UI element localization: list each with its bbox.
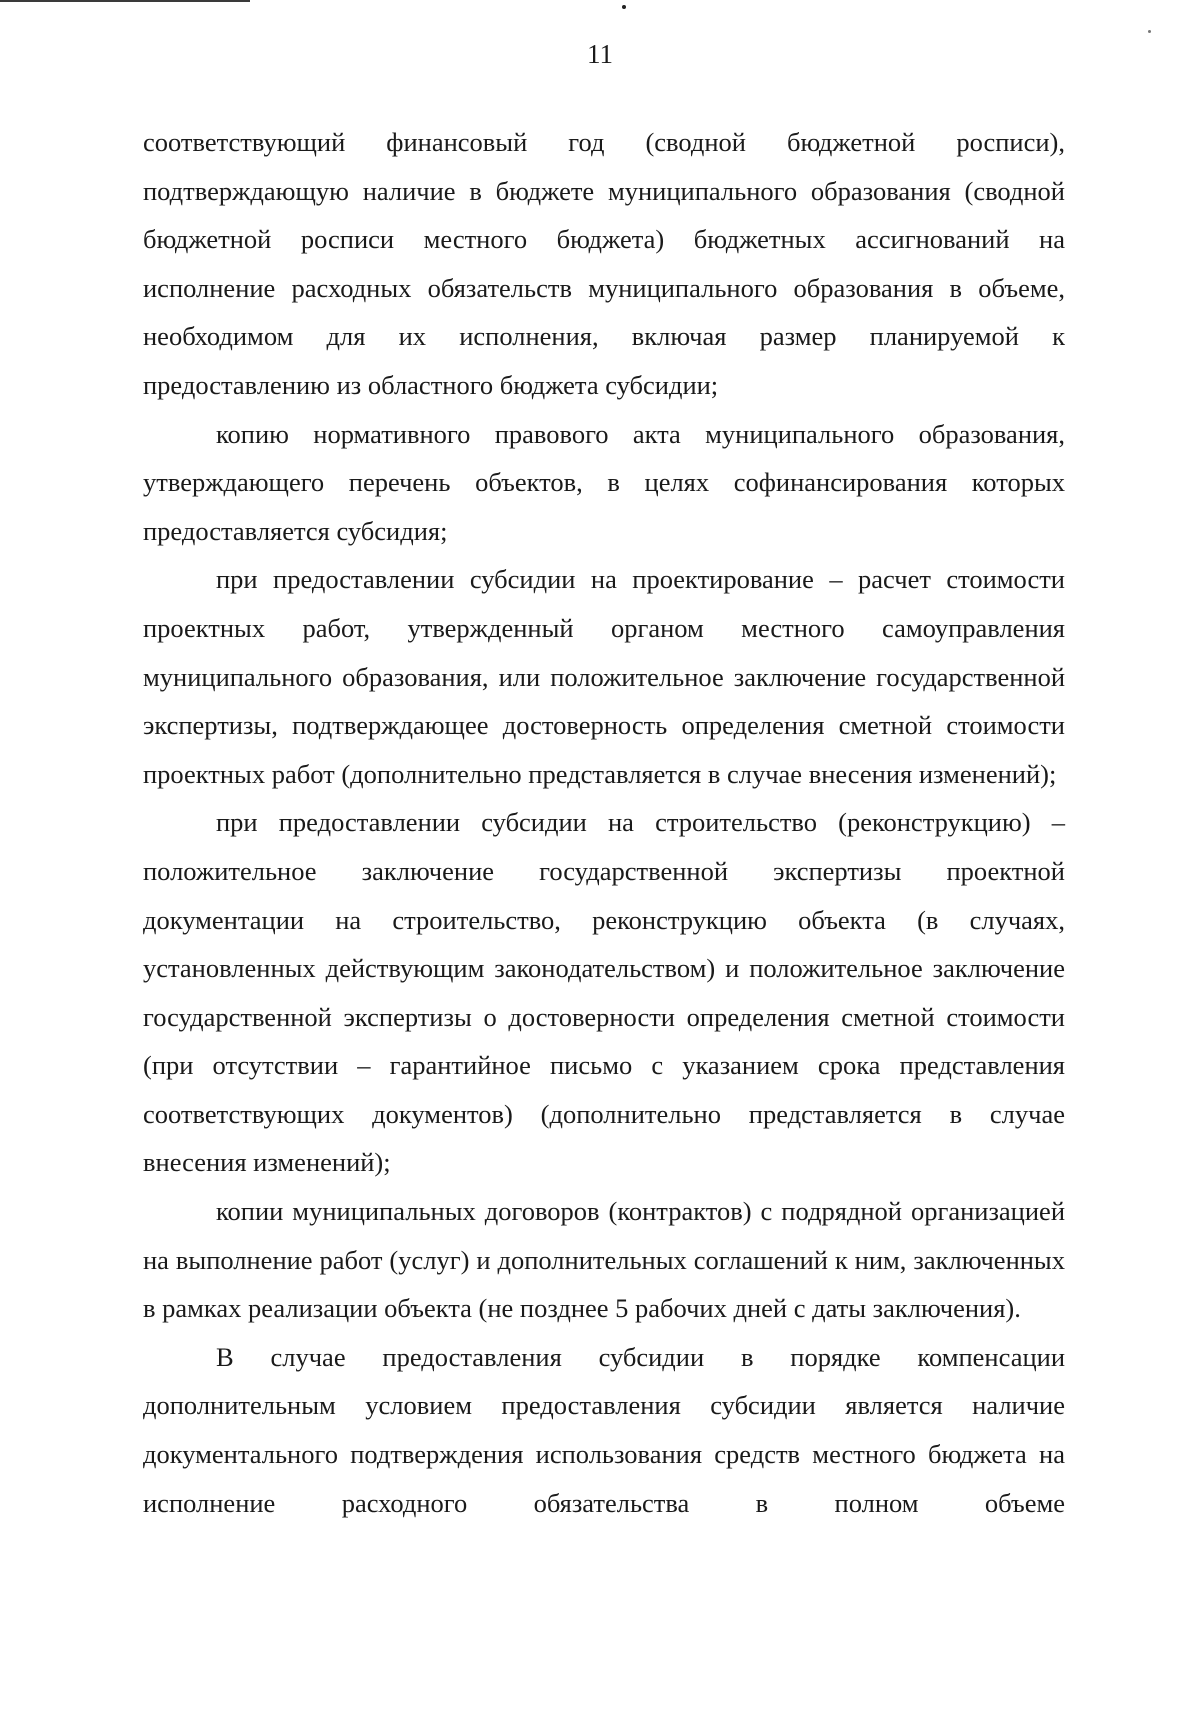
scan-artifact-speck [1148,30,1151,33]
paragraph-contract-copies: копии муниципальных договоров (контрактов) с подрядной организацией на выполнение работ (услуг) и дополнительных соглашений к ним, заключенных в рамках реализации объекта (не позднее 5 рабочих дней с даты заключения). [143,1196,1065,1324]
document-body [143,118,1065,1527]
paragraph-normative-act-copy: копию нормативного правового акта муниципального образования, утверждающего перечень объектов, в целях софинансирования которых предоставляется субсидия; [143,418,1065,546]
page-number: 11 [587,39,613,69]
paragraph-budget-statement: соответствующий финансовый год (сводной бюджетной росписи), подтверждающую наличие в бюджете муниципального образования (сводной бюджетной росписи местного бюджета) бюджетных ассигнований на исполнение расходных обязательств муниципального образования в объеме, необходимом для их исполнения, включая размер планируемой к предоставлению из областного бюджета субсидии; [143,127,1065,400]
paragraph-design-subsidy: при предоставлении субсидии на проектирование – расчет стоимости проектных работ, утвержденный органом местного самоуправления муниципального образования, или положительное заключение государственной экспертизы, подтверждающее достоверность определения сметной стоимости проектных работ (дополнительно представляется в случае внесения изменений); [143,564,1065,789]
paragraph-compensation-condition: В случае предоставления субсидии в порядке компенсации дополнительным условием предоставления субсидии является наличие документального подтверждения использования средств местного бюджета на исполнение расходного обязательства в полном объеме [143,1341,1065,1518]
paragraph-construction-subsidy: при предоставлении субсидии на строительство (реконструкцию) – положительное заключение государственной экспертизы проектной документации на строительство, реконструкцию объекта (в случаях, установленных действующим законодательством) и положительное заключение государственной экспертизы о достоверности определения сметной стоимости (при отсутствии – гарантийное письмо с указанием срока представления соответствующих документов) (дополнительно представляется в случае внесения изменений); [143,807,1065,1178]
scan-artifact-line [0,0,250,2]
scan-artifact-dot [622,5,626,9]
